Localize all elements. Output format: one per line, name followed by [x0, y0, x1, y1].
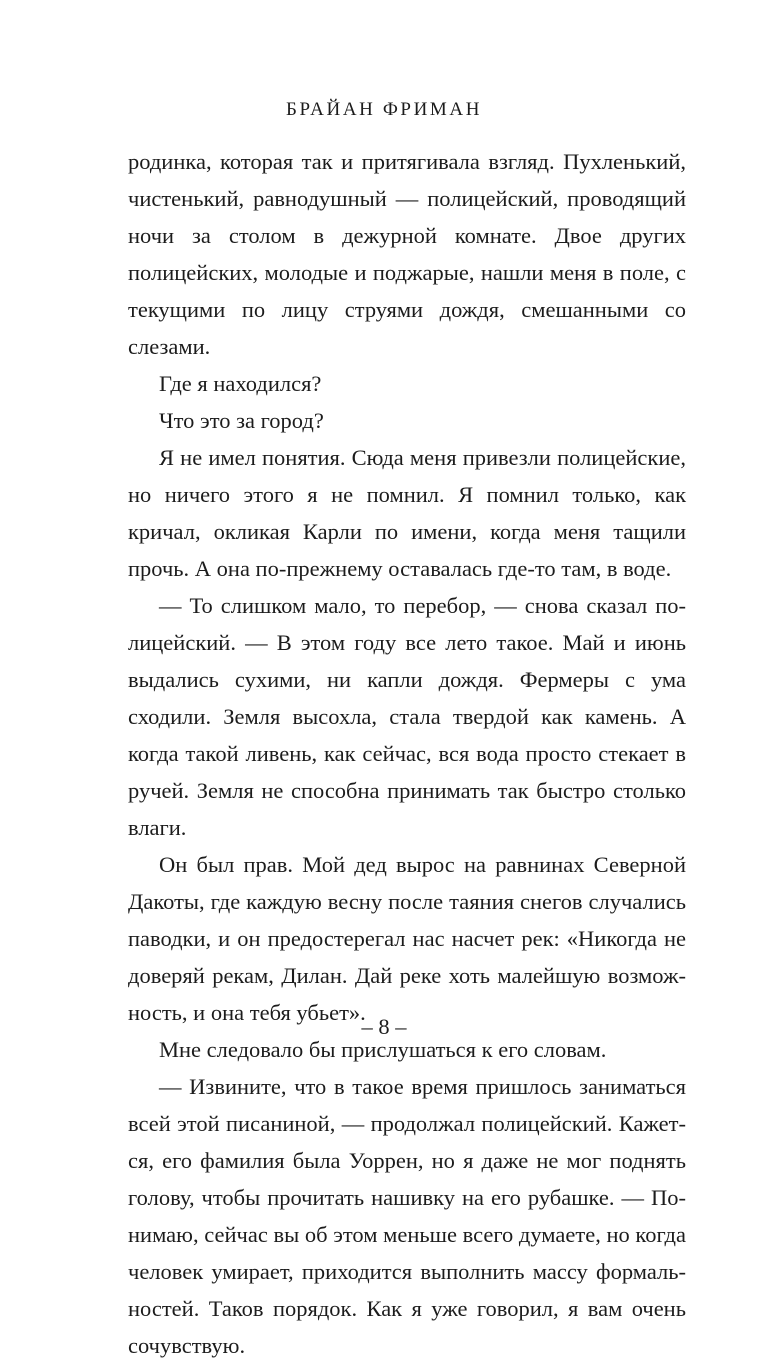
paragraph: родинка, которая так и притягивала взгляд. Пухленький, чистенький, равнодушный — полицейский, проводящий ночи за столом в дежурной комнате. Двое других полицейских, молодые и поджарые, нашли меня в поле, с текущими по лицу струями дождя, смешанными со слезами.: [128, 149, 686, 359]
paragraph: Мне следовало бы прислушаться к его словам.: [159, 1037, 607, 1062]
running-head: БРАЙАН ФРИМАН: [285, 99, 483, 120]
paragraph: — Извините, что в такое время пришлось заниматься всей этой писаниной, — продолжал полицейский. Кажется, его фамилия была Уоррен, но я даже не мог поднять голову, чтобы прочитать нашивку на его рубашке. — Понимаю, сейчас вы об этом меньше всего думаете, но когда человек умирает, приходится выполнить массу формальностей. Таков порядок. Как я уже говорил, я вам очень сочувствую.: [128, 1074, 686, 1358]
paragraph: — То слишком мало, то перебор, — снова сказал полицейский. — В этом году все лето такое. Май и июнь выдались сухими, ни капли дождя. Фермеры с ума сходили. Земля высохла, стала твердой как камень. А когда такой ливень, как сейчас, вся вода просто стекает в ручей. Земля не способна принимать так быстро столько влаги.: [128, 593, 686, 840]
body-text: [128, 143, 686, 1364]
paragraph: Он был прав. Мой дед вырос на равнинах Северной Дакоты, где каждую весну после таяния снегов случались паводки, и он предостерегал нас насчет рек: «Никогда не доверяй рекам, Дилан. Дай реке хоть малейшую возможность, и она тебя убьет».: [128, 852, 686, 1025]
paragraph: Я не имел понятия. Сюда меня привезли полицейские, но ничего этого я не помнил. Я помнил только, как кричал, окликая Карли по имени, когда меня тащили прочь. А она по-прежнему оставалась где-то там, в воде.: [128, 445, 686, 581]
page-number: – 8 –: [361, 1014, 407, 1039]
paragraph: Что это за город?: [159, 408, 324, 433]
paragraph: Где я находился?: [159, 371, 322, 396]
